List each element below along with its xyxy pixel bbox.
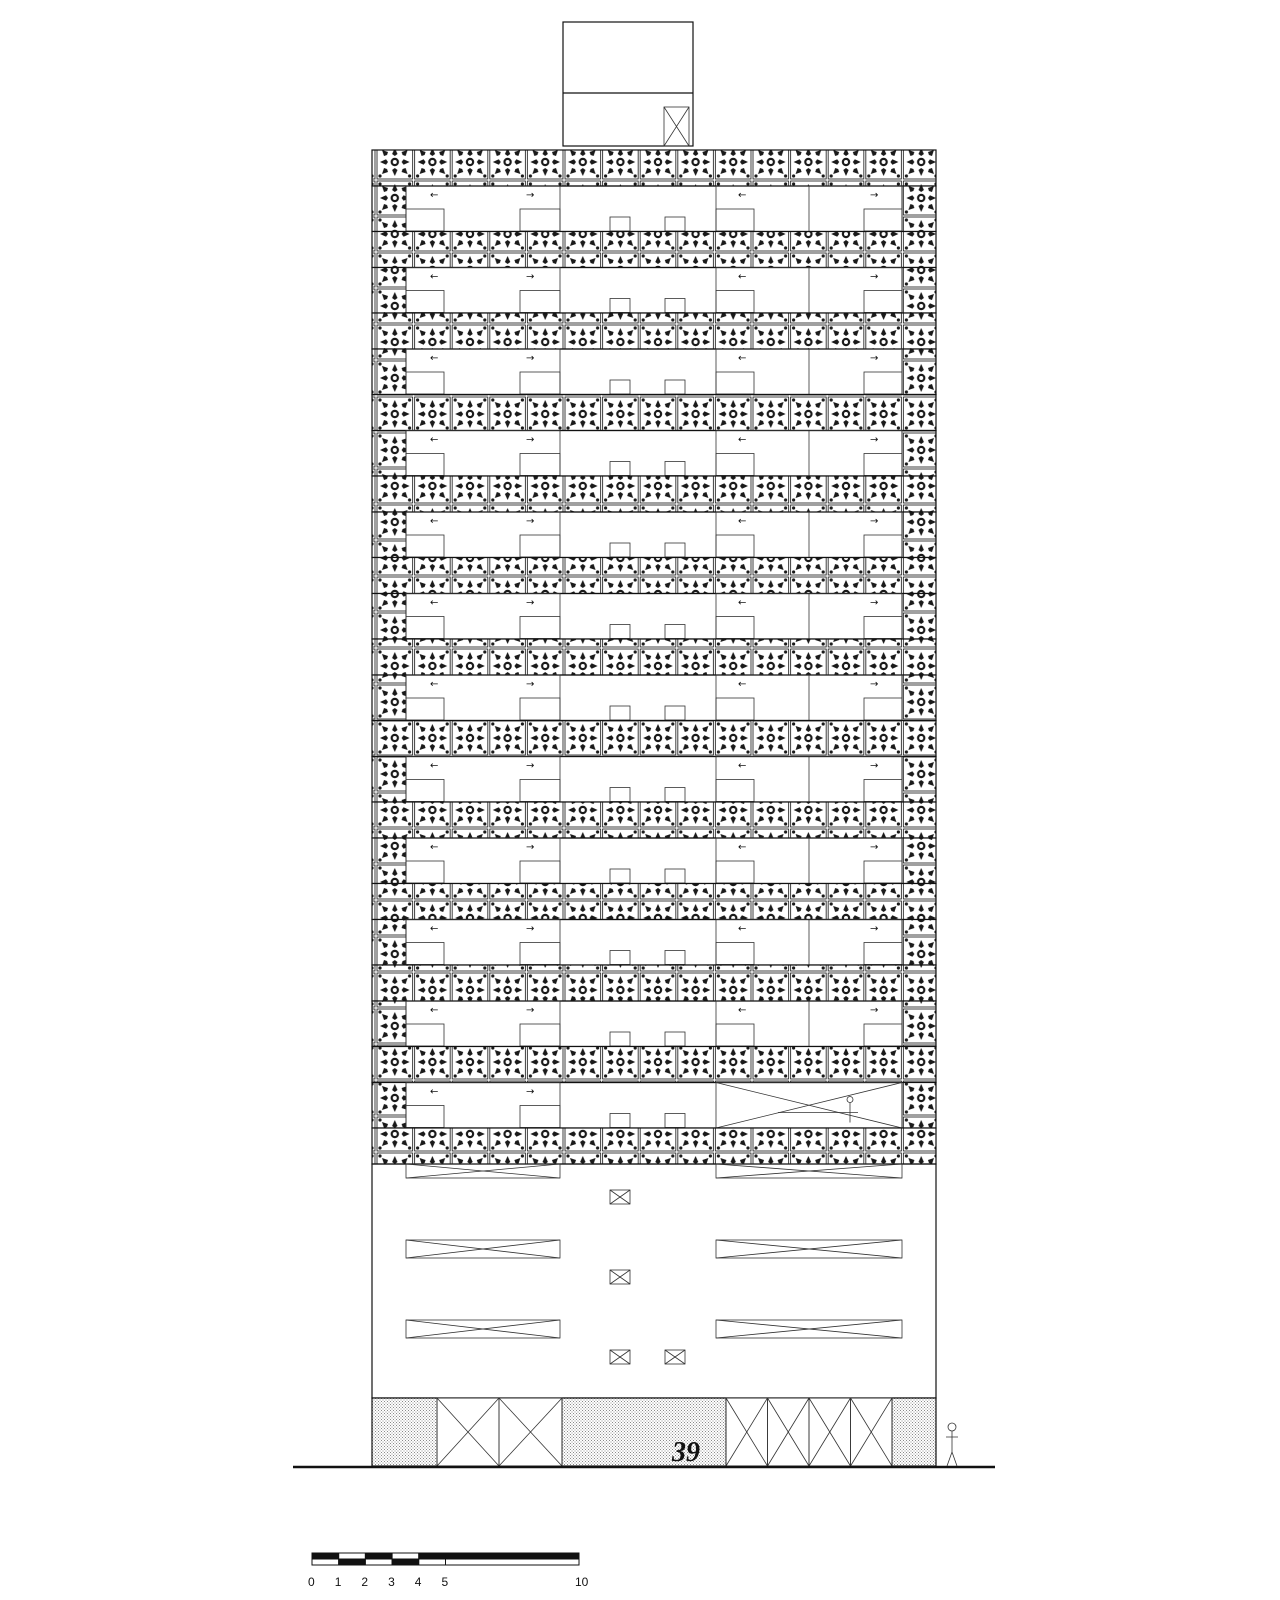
scale-bar-label: 4: [414, 1575, 422, 1589]
floor-outline: [372, 349, 936, 395]
side-screen-left: [372, 920, 406, 966]
window-pane: [406, 861, 444, 883]
window-pane: [864, 698, 902, 720]
lattice-band: [372, 476, 936, 512]
sliding-arrow: ←: [430, 760, 439, 772]
scale-person-head: [948, 1423, 956, 1431]
sliding-arrow: ←: [430, 434, 439, 446]
window-pane: [406, 617, 444, 639]
lattice-band: [372, 313, 936, 349]
vent-box: [610, 380, 630, 394]
sliding-arrow: →: [870, 271, 879, 283]
lattice-band: [372, 965, 936, 1001]
vent-box: [665, 299, 685, 313]
sliding-arrow: ←: [430, 842, 439, 853]
sliding-arrow: ←: [430, 923, 439, 935]
scale-bar-segment: [312, 1559, 339, 1565]
vent-box: [610, 625, 630, 639]
vent-box: [665, 951, 685, 965]
sliding-arrow: ←: [430, 597, 439, 609]
sliding-arrow: →: [870, 679, 879, 690]
sliding-arrow: →: [526, 760, 535, 772]
sliding-arrow: →: [526, 679, 535, 690]
floor-outline: [372, 594, 936, 640]
lattice-band: [372, 721, 936, 757]
side-screen-right: [902, 431, 936, 477]
scale-bar-label: 1: [334, 1575, 342, 1589]
window-pane: [716, 861, 754, 883]
sliding-arrow: →: [870, 760, 879, 772]
vent-box: [610, 788, 630, 802]
window-pane: [716, 617, 754, 639]
lattice-band: [372, 1128, 936, 1164]
building-number-label: 39: [672, 1437, 700, 1468]
side-screen-left: [372, 1083, 406, 1129]
scale-bar-segment: [339, 1559, 366, 1565]
lattice-band: [372, 395, 936, 431]
side-screen-left: [372, 675, 406, 721]
side-screen-right: [902, 675, 936, 721]
vent-box: [610, 299, 630, 313]
window-pane: [406, 943, 444, 965]
vent-box: [610, 1114, 630, 1128]
scale-person-body: [946, 1431, 958, 1466]
side-screen-right: [902, 349, 936, 395]
scale-bar-label: 5: [441, 1575, 449, 1589]
window-pane: [864, 943, 902, 965]
sliding-arrow: ←: [738, 190, 747, 201]
window-pane: [716, 372, 754, 394]
sliding-arrow: →: [870, 923, 879, 935]
sliding-arrow: ←: [430, 190, 439, 201]
window-pane: [520, 209, 560, 231]
window-pane: [520, 943, 560, 965]
window-pane: [716, 1024, 754, 1046]
vent-box: [610, 951, 630, 965]
floor-outline: [372, 268, 936, 314]
side-screen-left: [372, 838, 406, 884]
vent-box: [610, 706, 630, 720]
sliding-arrow: →: [526, 516, 535, 527]
sliding-arrow: ←: [738, 516, 747, 527]
window-pane: [520, 861, 560, 883]
scale-bar-segment: [446, 1553, 580, 1559]
vent-box: [665, 217, 685, 231]
tower-body: [372, 22, 936, 1164]
lattice-band: [372, 558, 936, 594]
sliding-arrow: →: [526, 1005, 535, 1016]
sliding-arrow: →: [526, 842, 535, 853]
window-pane: [716, 780, 754, 802]
window-pane: [520, 1024, 560, 1046]
sliding-arrow: ←: [738, 271, 747, 283]
side-screen-right: [902, 1083, 936, 1129]
window-pane: [864, 209, 902, 231]
sliding-arrow: ←: [738, 760, 747, 772]
window-pane: [716, 209, 754, 231]
scale-bar-label: 0: [308, 1575, 315, 1589]
scale-bar-segment: [392, 1559, 419, 1565]
window-pane: [864, 861, 902, 883]
scale-bar-label: 3: [388, 1575, 395, 1589]
window-pane: [864, 291, 902, 313]
window-pane: [406, 454, 444, 476]
side-screen-left: [372, 512, 406, 558]
lattice-band: [372, 884, 936, 920]
scale-bar-label: 10: [575, 1575, 589, 1589]
window-pane: [864, 617, 902, 639]
vent-box: [665, 869, 685, 883]
vent-box: [665, 788, 685, 802]
scale-bar-label: 2: [361, 1575, 369, 1589]
window-pane: [406, 1106, 444, 1128]
roof-penthouse: [563, 22, 693, 146]
side-screen-left: [372, 431, 406, 477]
sliding-arrow: →: [870, 597, 879, 609]
floor-outline: [372, 757, 936, 803]
sliding-arrow: ←: [430, 516, 439, 527]
side-screen-left: [372, 594, 406, 640]
lattice-band: [372, 1047, 936, 1083]
vent-box: [665, 625, 685, 639]
sliding-arrow: ←: [430, 1005, 439, 1016]
vent-box: [665, 543, 685, 557]
side-screen-left: [372, 757, 406, 803]
side-screen-left: [372, 186, 406, 232]
scale-bar: [308, 1553, 589, 1589]
window-pane: [864, 1024, 902, 1046]
vent-box: [610, 462, 630, 476]
floor-outline: [372, 1083, 936, 1129]
side-screen-right: [902, 512, 936, 558]
window-pane: [406, 780, 444, 802]
window-pane: [716, 454, 754, 476]
sliding-arrow: ←: [738, 434, 747, 446]
scale-bar-segment: [392, 1553, 419, 1559]
window-pane: [406, 209, 444, 231]
lattice-band: [372, 232, 936, 268]
floor-outline: [372, 186, 936, 232]
sliding-arrow: ←: [738, 679, 747, 690]
floor-outline: [372, 920, 936, 966]
sliding-arrow: →: [526, 597, 535, 609]
sliding-arrow: →: [870, 1005, 879, 1016]
scale-bar-segment: [365, 1559, 392, 1565]
vent-box: [665, 1114, 685, 1128]
window-pane: [864, 454, 902, 476]
floor-outline: [372, 1001, 936, 1047]
window-pane: [520, 698, 560, 720]
vent-box: [610, 1032, 630, 1046]
sliding-arrow: ←: [430, 1086, 439, 1098]
side-screen-right: [902, 186, 936, 232]
sliding-arrow: →: [526, 923, 535, 935]
window-pane: [864, 780, 902, 802]
lattice-band: [372, 150, 936, 186]
side-screen-right: [902, 920, 936, 966]
sliding-arrow: ←: [738, 353, 747, 364]
window-pane: [520, 1106, 560, 1128]
sliding-arrow: ←: [738, 597, 747, 609]
lattice-band: [372, 802, 936, 838]
sliding-arrow: →: [526, 434, 535, 446]
sliding-arrow: →: [526, 1086, 535, 1098]
scale-bar-segment: [419, 1559, 446, 1565]
scale-bar-segment: [339, 1553, 366, 1559]
entrance-door: [437, 1398, 562, 1466]
side-screen-right: [902, 1001, 936, 1047]
window-pane: [520, 780, 560, 802]
window-pane: [406, 291, 444, 313]
ground-floor: [293, 1398, 995, 1467]
window-pane: [520, 535, 560, 557]
window-pane: [520, 454, 560, 476]
window-pane: [716, 698, 754, 720]
sliding-arrow: →: [870, 353, 879, 364]
scale-bar-segment: [419, 1553, 446, 1559]
side-screen-right: [902, 594, 936, 640]
sliding-arrow: ←: [738, 1005, 747, 1016]
vent-box: [665, 706, 685, 720]
side-screen-right: [902, 757, 936, 803]
side-screen-right: [902, 838, 936, 884]
side-screen-left: [372, 1001, 406, 1047]
vent-box: [610, 217, 630, 231]
window-pane: [406, 1024, 444, 1046]
sliding-arrow: ←: [738, 842, 747, 853]
vent-box: [665, 1032, 685, 1046]
sliding-arrow: →: [870, 434, 879, 446]
window-pane: [406, 535, 444, 557]
floor-outline: [372, 838, 936, 884]
window-pane: [864, 535, 902, 557]
window-pane: [864, 372, 902, 394]
vent-box: [610, 543, 630, 557]
sliding-arrow: →: [526, 271, 535, 283]
floor-outline: [372, 675, 936, 721]
side-screen-left: [372, 268, 406, 314]
vent-box: [610, 869, 630, 883]
sliding-arrow: →: [870, 842, 879, 853]
sliding-arrow: →: [526, 190, 535, 201]
podium: [372, 1164, 936, 1398]
sliding-arrow: ←: [738, 923, 747, 935]
vent-box: [665, 462, 685, 476]
side-screen-right: [902, 268, 936, 314]
floor-outline: [372, 512, 936, 558]
person-head: [847, 1097, 853, 1103]
podium-wall: [372, 1164, 936, 1398]
sliding-arrow: →: [870, 190, 879, 201]
vent-box: [665, 380, 685, 394]
window-pane: [520, 291, 560, 313]
sliding-arrow: →: [870, 516, 879, 527]
window-pane: [716, 535, 754, 557]
window-pane: [520, 372, 560, 394]
window-pane: [520, 617, 560, 639]
scale-bar-segment: [312, 1553, 339, 1559]
window-pane: [406, 698, 444, 720]
sliding-arrow: ←: [430, 679, 439, 690]
window-pane: [406, 372, 444, 394]
lattice-band: [372, 639, 936, 675]
side-screen-left: [372, 349, 406, 395]
scale-bar-segment: [446, 1559, 580, 1565]
sliding-arrow: ←: [430, 353, 439, 364]
sliding-arrow: →: [526, 353, 535, 364]
window-pane: [716, 943, 754, 965]
floor-outline: [372, 431, 936, 477]
scale-bar-segment: [365, 1553, 392, 1559]
sliding-arrow: ←: [430, 271, 439, 283]
window-pane: [716, 291, 754, 313]
